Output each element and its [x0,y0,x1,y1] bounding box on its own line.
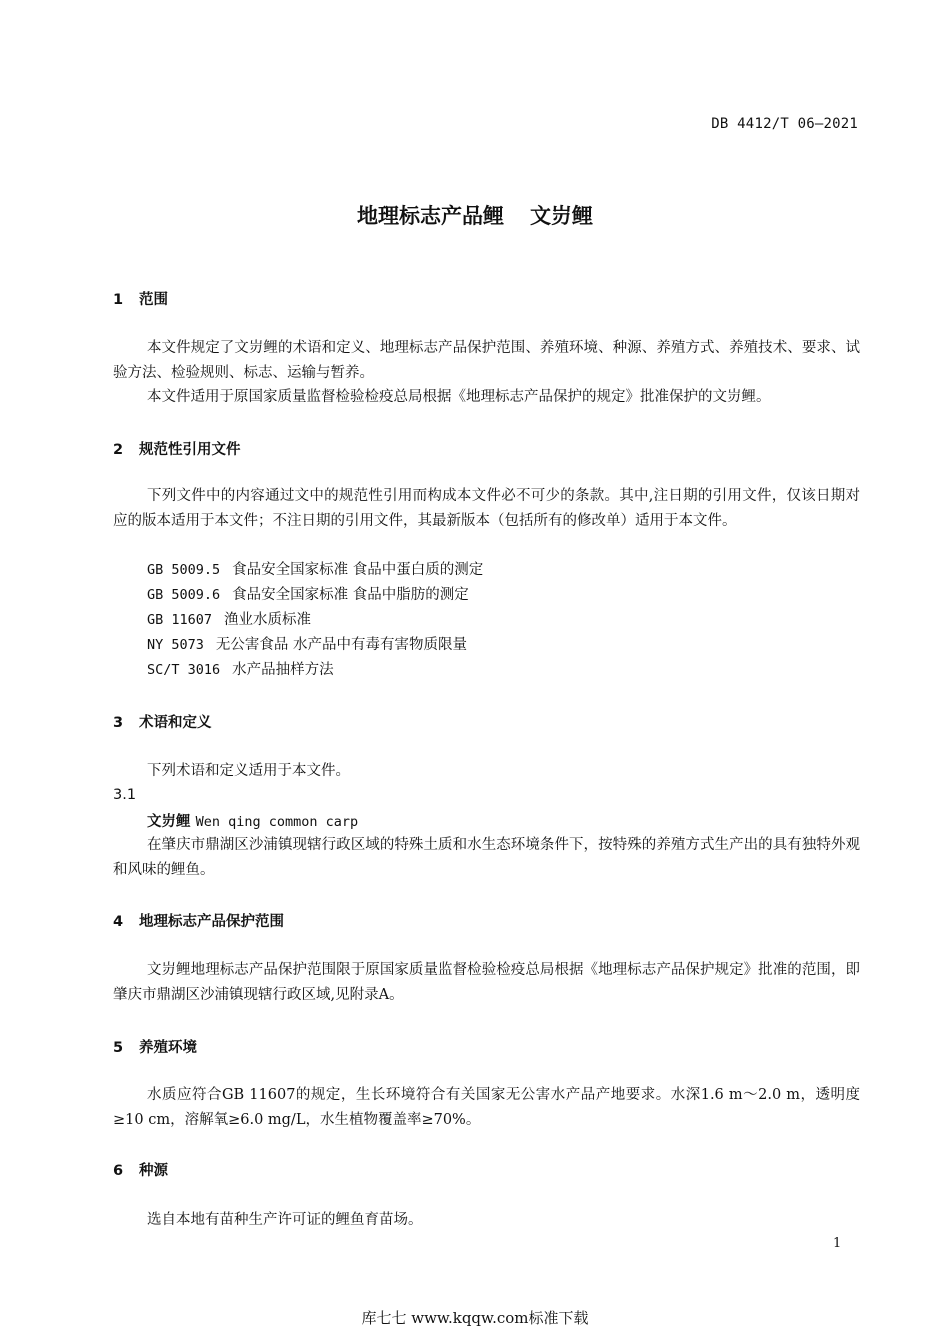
reference-item: GB 11607 渔业水质标准 [147,612,312,628]
reference-item: NY 5073 无公害食品 水产品中有毒有害物质限量 [147,637,468,653]
footer-watermark: 库七七 www.kqqw.com标准下载 [361,1309,589,1327]
section-1-paragraph-2: 本文件适用于原国家质量监督检验检疫总局根据《地理标志产品保护的规定》批准保护的文岃鲤。 [147,389,771,405]
reference-item: SC/T 3016 水产品抽样方法 [147,662,334,678]
section-heading-4: 4 地理标志产品保护范围 [113,914,284,930]
document-id: DB 4412/T 06—2021 [711,116,858,132]
term-number: 3.1 [113,787,137,803]
term-definition: 在肇庆市鼎湖区沙浦镇现辖行政区域的特殊土质和水生态环境条件下，按特殊的养殖方式生产出的具有独特外观和风味的鲤鱼。 [113,837,860,878]
reference-item: GB 5009.6 食品安全国家标准 食品中脂肪的测定 [147,587,469,603]
section-3-paragraph-1: 下列术语和定义适用于本文件。 [147,763,350,779]
section-heading-3: 3 术语和定义 [113,715,212,731]
section-6-paragraph-1: 选自本地有苗种生产许可证的鲤鱼育苗场。 [147,1212,423,1228]
section-5-paragraph-1: 水质应符合GB 11607的规定，生长环境符合有关国家无公害水产品产地要求。水深1.6 m～2.0 m，透明度≥10 cm，溶解氧≥6.0 mg/L，水生植物覆盖率≥70%。 [113,1087,860,1128]
term-name: 文岃鲤 Wen qing common carp [147,813,359,830]
section-2-paragraph-1: 下列文件中的内容通过文中的规范性引用而构成本文件必不可少的条款。其中,注日期的引用文件，仅该日期对应的版本适用于本文件；不注日期的引用文件，其最新版本（包括所有的修改单）适用于本文件。 [113,488,860,529]
section-heading-1: 1 范围 [113,292,168,308]
section-heading-6: 6 种源 [113,1163,168,1179]
reference-item: GB 5009.5 食品安全国家标准 食品中蛋白质的测定 [147,562,484,578]
section-heading-2: 2 规范性引用文件 [113,442,241,458]
section-4-paragraph-1: 文岃鲤地理标志产品保护范围限于原国家质量监督检验检疫总局根据《地理标志产品保护规定》批准的范围，即肇庆市鼎湖区沙浦镇现辖行政区域,见附录A。 [113,962,860,1003]
title-part-2: 文岃鲤 [530,204,593,228]
section-1-paragraph-1: 本文件规定了文岃鲤的术语和定义、地理标志产品保护范围、养殖环境、种源、养殖方式、养殖技术、要求、试验方法、检验规则、标志、运输与暂养。 [113,340,860,381]
section-heading-5: 5 养殖环境 [113,1040,197,1056]
title-part-1: 地理标志产品鲤 [357,204,504,228]
page-number: 1 [833,1236,842,1251]
document-title [0,200,950,230]
